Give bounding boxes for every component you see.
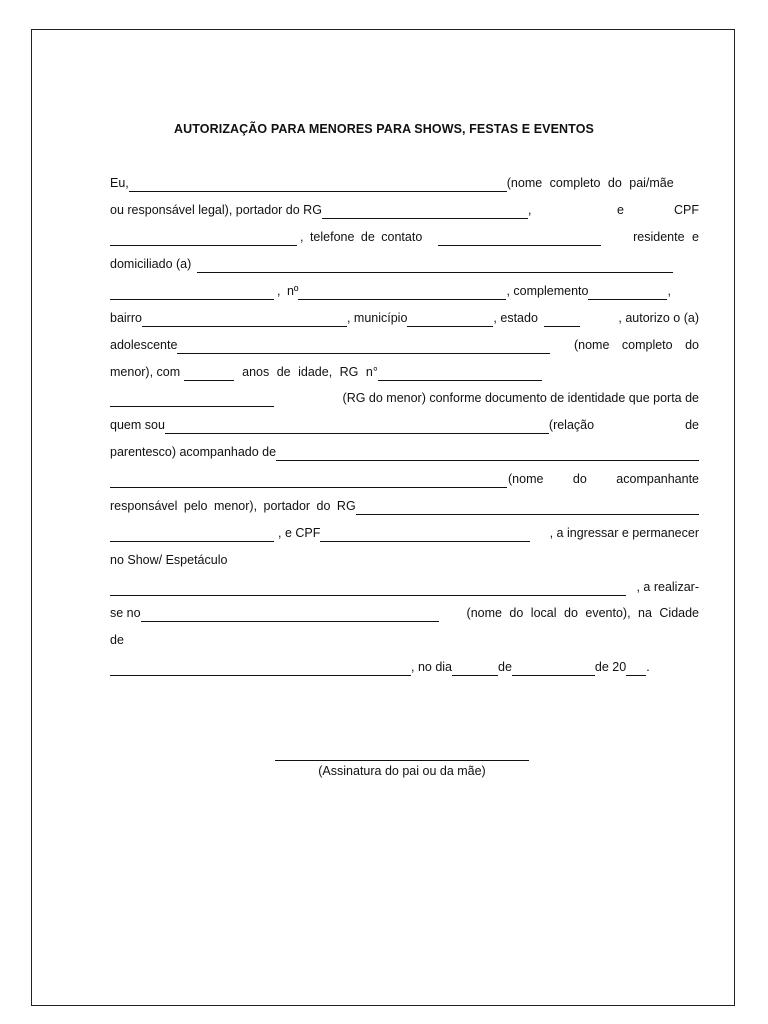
form-text: , telefone de contato — [300, 230, 423, 244]
blank-minor-name[interactable] — [177, 339, 550, 354]
blank-event-city[interactable] — [110, 661, 411, 676]
form-line-11 — [110, 441, 699, 459]
blank-relationship[interactable] — [165, 419, 549, 434]
blank-companion-cpf[interactable] — [320, 527, 530, 542]
form-text: de — [685, 418, 699, 432]
form-text: residente e — [633, 230, 699, 244]
blank-address-cont[interactable] — [110, 285, 274, 300]
blank-show[interactable] — [110, 581, 626, 596]
form-text: (RG do menor) conforme documento de identidade que porta de — [342, 391, 699, 405]
form-text: (nome completo do — [573, 338, 699, 352]
form-text: parentesco) acompanhado de — [110, 445, 277, 459]
blank-companion[interactable] — [276, 446, 699, 461]
form-text: , — [527, 203, 532, 217]
form-line-1 — [110, 172, 699, 190]
blank-phone[interactable] — [438, 231, 601, 246]
form-text: de — [498, 660, 512, 674]
form-line-14 — [110, 522, 699, 540]
form-line-12 — [110, 468, 699, 486]
form-text: , município — [346, 311, 408, 325]
form-text: (nome do acompanhante — [508, 472, 699, 486]
form-text: de — [110, 633, 124, 647]
form-text: menor), com — [110, 365, 181, 379]
form-text: , a realizar- — [636, 580, 699, 594]
blank-companion-name[interactable] — [110, 473, 507, 488]
form-line-7 — [110, 334, 699, 352]
form-line-9 — [110, 387, 699, 405]
form-text: ou responsável legal), portador do RG — [110, 203, 322, 217]
form-text: CPF — [674, 203, 699, 217]
form-text: anos de idade, RG n° — [242, 365, 378, 379]
blank-companion-rg-2[interactable] — [110, 527, 274, 542]
form-line-13 — [110, 495, 699, 513]
form-text: no Show/ Espetáculo — [110, 553, 228, 567]
blank-year[interactable] — [626, 661, 646, 676]
form-line-15 — [110, 549, 699, 567]
form-text: (nome completo do pai/mãe — [506, 176, 674, 190]
form-text: e — [617, 203, 624, 217]
blank-month[interactable] — [512, 661, 595, 676]
form-text: . — [646, 660, 650, 674]
blank-day[interactable] — [452, 661, 498, 676]
form-text: , complemento — [506, 284, 589, 298]
form-text: Eu, — [110, 176, 129, 190]
form-text: domiciliado (a) — [110, 257, 192, 271]
blank-neighborhood[interactable] — [142, 312, 347, 327]
signature-line[interactable] — [275, 760, 529, 761]
form-text: , — [667, 284, 671, 298]
form-text: (nome do local do evento), na Cidade — [466, 606, 699, 620]
blank-companion-rg[interactable] — [356, 500, 699, 515]
form-text: adolescente — [110, 338, 178, 352]
form-text: , no dia — [411, 660, 453, 674]
form-text: , estado — [493, 311, 538, 325]
form-line-2 — [110, 199, 699, 217]
form-text: se no — [110, 606, 141, 620]
form-line-3 — [110, 226, 699, 244]
blank-city[interactable] — [407, 312, 493, 327]
form-line-17 — [110, 602, 699, 620]
document-title: AUTORIZAÇÃO PARA MENORES PARA SHOWS, FESTAS E EVENTOS — [174, 122, 594, 136]
signature-caption: (Assinatura do pai ou da mãe) — [318, 764, 486, 778]
blank-complement[interactable] — [588, 285, 667, 300]
form-line-16 — [110, 576, 699, 594]
form-text: (relação — [548, 418, 595, 432]
blank-number[interactable] — [298, 285, 506, 300]
form-line-4 — [110, 253, 699, 271]
blank-state[interactable] — [544, 312, 580, 327]
form-text: , a ingressar e permanecer — [549, 526, 699, 540]
form-line-8 — [110, 361, 699, 379]
form-text: , autorizo o (a) — [618, 311, 699, 325]
form-line-10 — [110, 414, 699, 432]
form-line-19 — [110, 656, 699, 674]
blank-parent-cpf[interactable] — [110, 231, 297, 246]
form-text: de 20 — [594, 660, 627, 674]
form-text: , nº — [277, 284, 299, 298]
form-line-5 — [110, 280, 699, 298]
blank-address[interactable] — [197, 258, 673, 273]
blank-parent-name[interactable] — [129, 177, 507, 192]
blank-venue[interactable] — [141, 607, 439, 622]
blank-minor-rg-2[interactable] — [110, 392, 274, 407]
form-text: , e CPF — [278, 526, 321, 540]
form-line-18 — [110, 629, 699, 647]
blank-minor-rg[interactable] — [378, 366, 542, 381]
form-line-6 — [110, 307, 699, 325]
blank-parent-rg[interactable] — [322, 204, 528, 219]
blank-age[interactable] — [184, 366, 234, 381]
form-text: responsável pelo menor), portador do RG — [110, 499, 356, 513]
form-text: quem sou — [110, 418, 165, 432]
form-text: bairro — [110, 311, 142, 325]
